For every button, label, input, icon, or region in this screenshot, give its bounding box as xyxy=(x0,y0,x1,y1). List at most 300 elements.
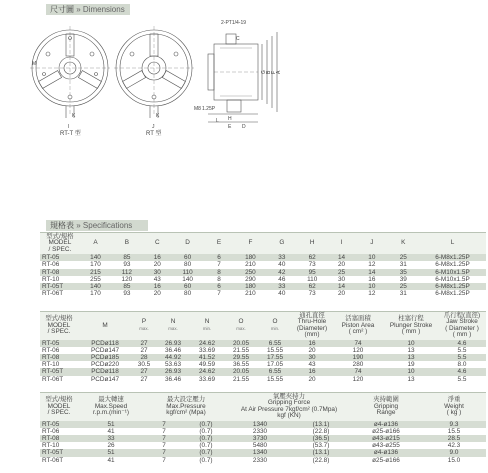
table-cell: 180 xyxy=(235,283,266,290)
table2-o: O xyxy=(238,318,244,326)
table-cell: 80 xyxy=(184,290,192,298)
table-cell: 29.55 xyxy=(224,354,258,361)
table1-col-header: D xyxy=(172,233,203,254)
row-model-cell: RT-06 xyxy=(42,261,60,269)
table2-n-header xyxy=(156,312,190,340)
table-cell: 8 xyxy=(217,275,221,283)
table-cell: 6.55 xyxy=(258,368,292,375)
table-cell: 60 xyxy=(172,283,203,290)
table-cell: 14 xyxy=(327,283,356,290)
table-cell: 74 xyxy=(332,340,384,347)
table-cell: (13.1) xyxy=(292,421,350,428)
table-row xyxy=(40,276,486,283)
table-row xyxy=(40,340,486,347)
row-model-cell: RT-05T xyxy=(40,283,80,290)
table2-n2-header xyxy=(190,312,224,340)
table-cell: 30 xyxy=(143,269,172,276)
table-row xyxy=(40,368,486,375)
table-cell: 73 xyxy=(308,261,316,269)
table-cell: 210 xyxy=(245,290,256,298)
table-cell: (13.1) xyxy=(292,449,350,456)
table-cell: 290 xyxy=(245,275,256,283)
table-cell: 120 xyxy=(121,275,133,283)
table-cell: 6-M10x1.5P xyxy=(419,269,486,276)
table-cell: 26.93 xyxy=(156,368,190,375)
table-cell: 51 xyxy=(78,449,144,456)
table-row xyxy=(40,269,486,276)
drawing-label-b: B xyxy=(266,70,272,74)
drawing-label-k2: K xyxy=(156,113,160,119)
table1-model-header xyxy=(40,233,80,254)
table3-range-en2: Range xyxy=(376,409,396,417)
table-cell: 20 xyxy=(153,261,161,269)
drawing-caption-rt-t: RT-T 型 xyxy=(60,131,81,137)
table-cell: 24.62 xyxy=(190,368,224,375)
table-row xyxy=(40,254,486,261)
table-cell: 7 xyxy=(144,421,184,428)
table-cell: 16 xyxy=(143,254,172,261)
row-model-cell: RT-10 xyxy=(42,361,60,369)
table-row xyxy=(40,449,486,456)
table-cell: 20 xyxy=(308,375,316,383)
row-model-cell: RT-10 xyxy=(42,442,60,450)
row-model-cell: RT-05 xyxy=(40,421,78,428)
table-cell: 73 xyxy=(308,290,316,298)
table-cell: (0.7) xyxy=(199,456,213,464)
table-cell: 8.0 xyxy=(457,361,467,369)
table-cell: 15.0 xyxy=(447,456,461,464)
table-cell: 60 xyxy=(172,254,203,261)
table-cell: 7 xyxy=(144,435,184,442)
table1-col-header: K xyxy=(388,233,419,254)
table-cell: 15.55 xyxy=(267,375,283,383)
row-model-cell: RT-08 xyxy=(40,269,80,276)
table2-header-row xyxy=(40,312,486,340)
table-cell: (0.7) xyxy=(184,449,228,456)
table-cell: (53.7) xyxy=(312,442,330,450)
table-cell: PCDø147 xyxy=(90,346,120,354)
table2-n2-sub: min. xyxy=(202,325,212,331)
table1-col-header: G xyxy=(266,233,297,254)
table2-thru-header xyxy=(292,312,332,340)
table2-o-sub: max. xyxy=(236,325,246,331)
table-cell: 12 xyxy=(368,290,376,298)
table-row xyxy=(40,435,486,442)
table3-force-unit: kgf (KN) xyxy=(277,412,301,420)
row-model-cell: RT-06 xyxy=(42,427,60,435)
table-cell: 170 xyxy=(90,261,101,269)
row-model-cell: RT-10 xyxy=(42,275,60,283)
table2-thru-zh: 通孔直徑 xyxy=(299,312,325,319)
table2-jaw-en2: ( Diameter ) xyxy=(445,324,479,332)
table-cell: 85 xyxy=(111,283,142,290)
table-cell: 62 xyxy=(298,254,327,261)
spec-table-gripping xyxy=(40,393,486,464)
table-cell: 16 xyxy=(143,283,172,290)
table-cell: 16 xyxy=(292,368,332,375)
table-cell: PCDø147 xyxy=(90,375,120,383)
drawing-label-pt: 2-PT1/4-19 xyxy=(221,20,247,26)
table1-model-zh: 型式/規格 xyxy=(46,233,74,240)
table2-n: N xyxy=(170,318,176,326)
row-model-cell: RT-06 xyxy=(42,346,60,354)
table-cell: 7 xyxy=(217,261,221,269)
table-cell: 140 xyxy=(182,275,193,283)
table-cell: 4.6 xyxy=(438,340,486,347)
table-cell: 250 xyxy=(235,269,266,276)
drawing-label-m8: M8 xyxy=(194,106,201,112)
table-cell: 27 xyxy=(140,375,148,383)
table-cell: 7 xyxy=(162,456,166,464)
table-cell: 10 xyxy=(384,340,438,347)
row-model-cell: RT-05T xyxy=(40,368,78,375)
table-cell: 26 xyxy=(107,442,115,450)
drawing-label-l: L xyxy=(216,118,219,124)
table-cell: 80 xyxy=(184,261,192,269)
table-cell: 24.62 xyxy=(190,340,224,347)
specifications-header-en: » Specifications xyxy=(76,221,133,230)
table-cell: 1340 xyxy=(228,421,292,428)
table-cell: 25 xyxy=(327,269,356,276)
table3-press-en: Max.Pressure xyxy=(166,402,206,410)
table-cell: 27 xyxy=(132,368,156,375)
drawing-caption-rt: RT 型 xyxy=(146,131,162,137)
table-cell: 21.55 xyxy=(233,346,249,354)
table-cell: 33 xyxy=(266,254,297,261)
table-cell: 20 xyxy=(308,346,316,354)
table-cell: 17.55 xyxy=(258,354,292,361)
table-cell: PCDø220 xyxy=(90,361,120,369)
table3-force-header xyxy=(228,393,350,421)
table-cell: 20 xyxy=(153,290,161,298)
table-cell: 120 xyxy=(352,346,364,354)
row-model-cell: RT-08 xyxy=(40,354,78,361)
table-cell: ø25-ø166 xyxy=(372,427,400,435)
table-cell: 31 xyxy=(399,290,407,298)
table-cell: 85 xyxy=(111,254,142,261)
table3-model-zh: 型式/規格 xyxy=(45,396,73,404)
table2-o2-header xyxy=(258,312,292,340)
table2-piston-header xyxy=(332,312,384,340)
chuck-side-section xyxy=(208,32,277,122)
table-cell: 14 xyxy=(356,269,387,276)
dimensions-header xyxy=(46,4,130,15)
table2-plunger-header xyxy=(384,312,438,340)
table-cell: 10 xyxy=(384,368,438,375)
table2-p-sub: max. xyxy=(139,325,149,331)
table1-col-header: B xyxy=(111,233,142,254)
table-cell: 13 xyxy=(384,354,438,361)
table2-o2-sub: min. xyxy=(270,325,280,331)
table-cell: (0.7) xyxy=(199,427,213,435)
table-row xyxy=(40,283,486,290)
table3-speed-en: Max.Speed xyxy=(94,402,128,410)
drawing-label-m: M xyxy=(32,61,37,67)
table-cell: 9.0 xyxy=(422,449,486,456)
drawing-label-d: D xyxy=(242,124,246,130)
table-cell: 20 xyxy=(337,261,346,269)
table-cell: 33 xyxy=(78,435,144,442)
drawing-label-g: G xyxy=(261,70,267,74)
table-cell: 30 xyxy=(337,275,346,283)
table3-range-header xyxy=(350,393,422,421)
table-cell: (22.8) xyxy=(312,427,330,435)
table2-plunger-zh: 柱塞行程 xyxy=(398,315,424,323)
table3-press-unit: kgf/cm² (Mpa) xyxy=(166,409,206,417)
spec-table-dimensions xyxy=(40,233,486,297)
table1-spec-en: / SPEC. xyxy=(48,245,72,253)
table-cell: 95 xyxy=(298,269,327,276)
table-cell: 27 xyxy=(140,346,148,354)
row-model-cell: RT-06T xyxy=(42,290,64,298)
drawing-label-a: A xyxy=(276,70,282,74)
table-cell: 53.63 xyxy=(165,361,181,369)
table-cell: 43 xyxy=(308,361,316,369)
table-cell: 20.05 xyxy=(224,340,258,347)
table-cell: 44.92 xyxy=(156,354,190,361)
table-cell: ø4-ø136 xyxy=(350,449,422,456)
table-cell: 180 xyxy=(235,254,266,261)
table-cell: 2330 xyxy=(252,427,268,435)
table-cell: 35 xyxy=(388,269,419,276)
table-cell: 7 xyxy=(162,442,166,450)
table3-model-header xyxy=(40,393,78,421)
table3-weight-zh: 淨重 xyxy=(447,396,461,404)
table2-jaw-unit: ( mm ) xyxy=(452,331,472,339)
table2-thru-en: Thru-Hole xyxy=(297,318,327,326)
row-model-cell: RT-06T xyxy=(42,375,64,383)
table2-m-header: M xyxy=(78,312,132,340)
table1-col-header: C xyxy=(143,233,172,254)
drawing-label-f: F xyxy=(271,70,277,74)
table-cell: 5.5 xyxy=(457,346,467,354)
table-cell: 40 xyxy=(278,290,286,298)
table-cell: 13 xyxy=(407,346,415,354)
dimension-drawing xyxy=(30,18,280,136)
table3-speed-header xyxy=(78,393,144,421)
table-cell: 25 xyxy=(388,254,419,261)
table-cell: 43 xyxy=(153,275,161,283)
table1-col-header: E xyxy=(203,233,234,254)
table-cell: 20.05 xyxy=(224,368,258,375)
table2-model-zh: 型式/規格 xyxy=(45,315,73,323)
table-cell: 215 xyxy=(80,269,111,276)
table3-pressure-header xyxy=(144,393,228,421)
table-cell: 6-M10x1.5P xyxy=(435,275,470,283)
table-cell: 41 xyxy=(107,427,115,435)
table3-speed-unit: r.p.m.(min⁻¹) xyxy=(92,409,130,417)
table-row xyxy=(40,428,486,435)
table-cell: 51 xyxy=(78,421,144,428)
table-cell: 27 xyxy=(132,340,156,347)
drawing-label-e: E xyxy=(228,124,232,130)
table2-o-header xyxy=(224,312,258,340)
row-model-cell: RT-08 xyxy=(40,435,78,442)
table-cell: 49.59 xyxy=(199,361,215,369)
table-cell: PCDø118 xyxy=(78,340,132,347)
table-cell: 280 xyxy=(352,361,364,369)
table2-piston-en: Piston Area xyxy=(341,321,375,329)
drawing-label-k: K xyxy=(72,113,76,119)
table-cell: 6-M8x1.25P xyxy=(435,261,470,269)
table-cell: 15.55 xyxy=(267,346,283,354)
table-cell: 74 xyxy=(332,368,384,375)
table-cell: 8 xyxy=(203,269,234,276)
table-cell: (0.7) xyxy=(199,442,213,450)
table-cell: 15.5 xyxy=(447,427,461,435)
table-cell: 4.6 xyxy=(438,368,486,375)
table2-model-en: MODEL xyxy=(47,321,71,329)
table-cell: 39 xyxy=(399,275,407,283)
table-cell: 36.55 xyxy=(233,361,249,369)
table-cell: 210 xyxy=(245,261,256,269)
table-cell: 3730 xyxy=(228,435,292,442)
table3-spec-en: / SPEC. xyxy=(47,409,71,417)
table-cell: 30.5 xyxy=(137,361,151,369)
table-cell: 190 xyxy=(332,354,384,361)
table-cell: 42 xyxy=(266,269,297,276)
table-cell: PCDø118 xyxy=(78,368,132,375)
table3-model-en: MODEL xyxy=(47,402,71,410)
table2-spec-en: / SPEC. xyxy=(47,328,71,336)
table-cell: 5.5 xyxy=(457,375,467,383)
table-cell: 140 xyxy=(80,283,111,290)
table2-jaw-en: Jaw Stroke xyxy=(446,318,478,326)
table1-body xyxy=(40,254,486,297)
table2-n2: N xyxy=(204,318,210,326)
table3-body xyxy=(40,421,486,464)
specifications-header xyxy=(46,220,148,231)
table-cell: 93 xyxy=(123,290,131,298)
table-cell: 2330 xyxy=(252,456,268,464)
table-cell: 10 xyxy=(356,254,387,261)
table-row xyxy=(40,361,486,368)
drawing-label-c: C xyxy=(236,36,240,42)
table-cell: (0.7) xyxy=(184,421,228,428)
table2-jaw-zh: 爪行程(直徑) xyxy=(443,312,481,319)
table-cell: 6-M8x1.25P xyxy=(419,254,486,261)
row-model-cell: RT-05 xyxy=(40,254,80,261)
table-cell: 36.46 xyxy=(165,375,181,383)
table3-speed-zh: 最大轉速 xyxy=(98,396,124,404)
table-cell: 41.52 xyxy=(190,354,224,361)
table3-weight-header xyxy=(422,393,486,421)
table-row xyxy=(40,421,486,428)
table-cell: 33.69 xyxy=(199,375,215,383)
table3-weight-unit: ( kg ) xyxy=(446,409,462,417)
table-cell: 40 xyxy=(278,261,286,269)
spec-table-performance xyxy=(40,312,486,383)
table-cell: 140 xyxy=(80,254,111,261)
table-cell: 6 xyxy=(203,283,234,290)
table-cell: 28 xyxy=(132,354,156,361)
table1-header-row xyxy=(40,233,486,254)
table3-weight-en: Weight xyxy=(444,402,464,410)
table-cell: 41 xyxy=(107,456,115,464)
table-cell: 13 xyxy=(407,375,415,383)
table3-force-en2: At Air Pressure 7kgf/cm² (0.7Mpa) xyxy=(240,405,338,413)
table2-plunger-unit: ( mm ) xyxy=(401,328,421,336)
table2-body xyxy=(40,340,486,383)
table-cell: 31 xyxy=(399,261,407,269)
table-row xyxy=(40,376,486,383)
table-cell: 5.5 xyxy=(438,354,486,361)
table-cell: 7 xyxy=(144,449,184,456)
table-cell: 30 xyxy=(292,354,332,361)
table1-col-header: F xyxy=(235,233,266,254)
table3-force-en: Gripping Force xyxy=(267,399,311,407)
table2-o2: O xyxy=(272,318,278,326)
table-cell: 25 xyxy=(388,283,419,290)
table3-header-row xyxy=(40,393,486,421)
table-cell: (36.5) xyxy=(292,435,350,442)
table-cell: 6.55 xyxy=(258,340,292,347)
table2-thru-en2: (Diameter) xyxy=(296,324,328,332)
row-model-cell: RT-05 xyxy=(40,340,78,347)
table1-col-header: I xyxy=(327,233,356,254)
table-cell: 16 xyxy=(292,340,332,347)
dimensions-header-zh: 尺寸圖 xyxy=(50,5,74,14)
table-cell: 19 xyxy=(407,361,415,369)
table-cell: 110 xyxy=(172,269,203,276)
table2-thru-unit: (mm) xyxy=(304,331,320,339)
table-cell: 36.46 xyxy=(165,346,181,354)
table-cell: 20 xyxy=(337,290,346,298)
table-row xyxy=(40,347,486,354)
table-cell: (22.8) xyxy=(312,456,330,464)
table-cell: ø4-ø136 xyxy=(350,421,422,428)
table-cell: 16 xyxy=(368,275,376,283)
table-row xyxy=(40,457,486,464)
row-model-cell: RT-05T xyxy=(40,449,78,456)
table1-model-en: MODEL xyxy=(48,239,72,247)
table-cell: 1340 xyxy=(228,449,292,456)
table3-range-zh: 夾持範圍 xyxy=(373,396,399,404)
table-cell: 255 xyxy=(90,275,101,283)
drawing-label-j: J xyxy=(152,124,155,130)
table-cell: 6 xyxy=(203,254,234,261)
row-model-cell: RT-06T xyxy=(42,456,64,464)
table1-col-header: A xyxy=(80,233,111,254)
table-cell: 93 xyxy=(123,261,131,269)
table-cell: ø43-ø255 xyxy=(372,442,400,450)
specifications-header-zh: 規格表 xyxy=(50,221,74,230)
drawing-label-h: H xyxy=(228,116,232,122)
table2-p: P xyxy=(141,318,147,326)
table-cell: (0.7) xyxy=(184,435,228,442)
table3-force-zh: 氣壓夾持力 xyxy=(273,393,305,400)
table-cell: 6-M8x1.25P xyxy=(435,290,470,298)
table-cell: 7 xyxy=(217,290,221,298)
table-cell: 5480 xyxy=(252,442,268,450)
table1-col-header: L xyxy=(419,233,486,254)
table-cell: ø43-ø215 xyxy=(350,435,422,442)
table-cell: 21.55 xyxy=(233,375,249,383)
table-cell: ø25-ø166 xyxy=(372,456,400,464)
table-cell: 46 xyxy=(278,275,286,283)
table-cell: 110 xyxy=(307,275,318,283)
table-cell: 7 xyxy=(162,427,166,435)
table-cell: 6-M8x1.25P xyxy=(419,283,486,290)
table2-piston-unit: ( cm² ) xyxy=(348,328,368,336)
table2-model-header xyxy=(40,312,78,340)
table-row xyxy=(40,290,486,297)
table2-jaw-header xyxy=(438,312,486,340)
table-cell: 17.05 xyxy=(267,361,283,369)
table2-plunger-en: Plunger Stroke xyxy=(389,321,433,329)
table-cell: 10 xyxy=(356,283,387,290)
table-cell: 62 xyxy=(298,283,327,290)
